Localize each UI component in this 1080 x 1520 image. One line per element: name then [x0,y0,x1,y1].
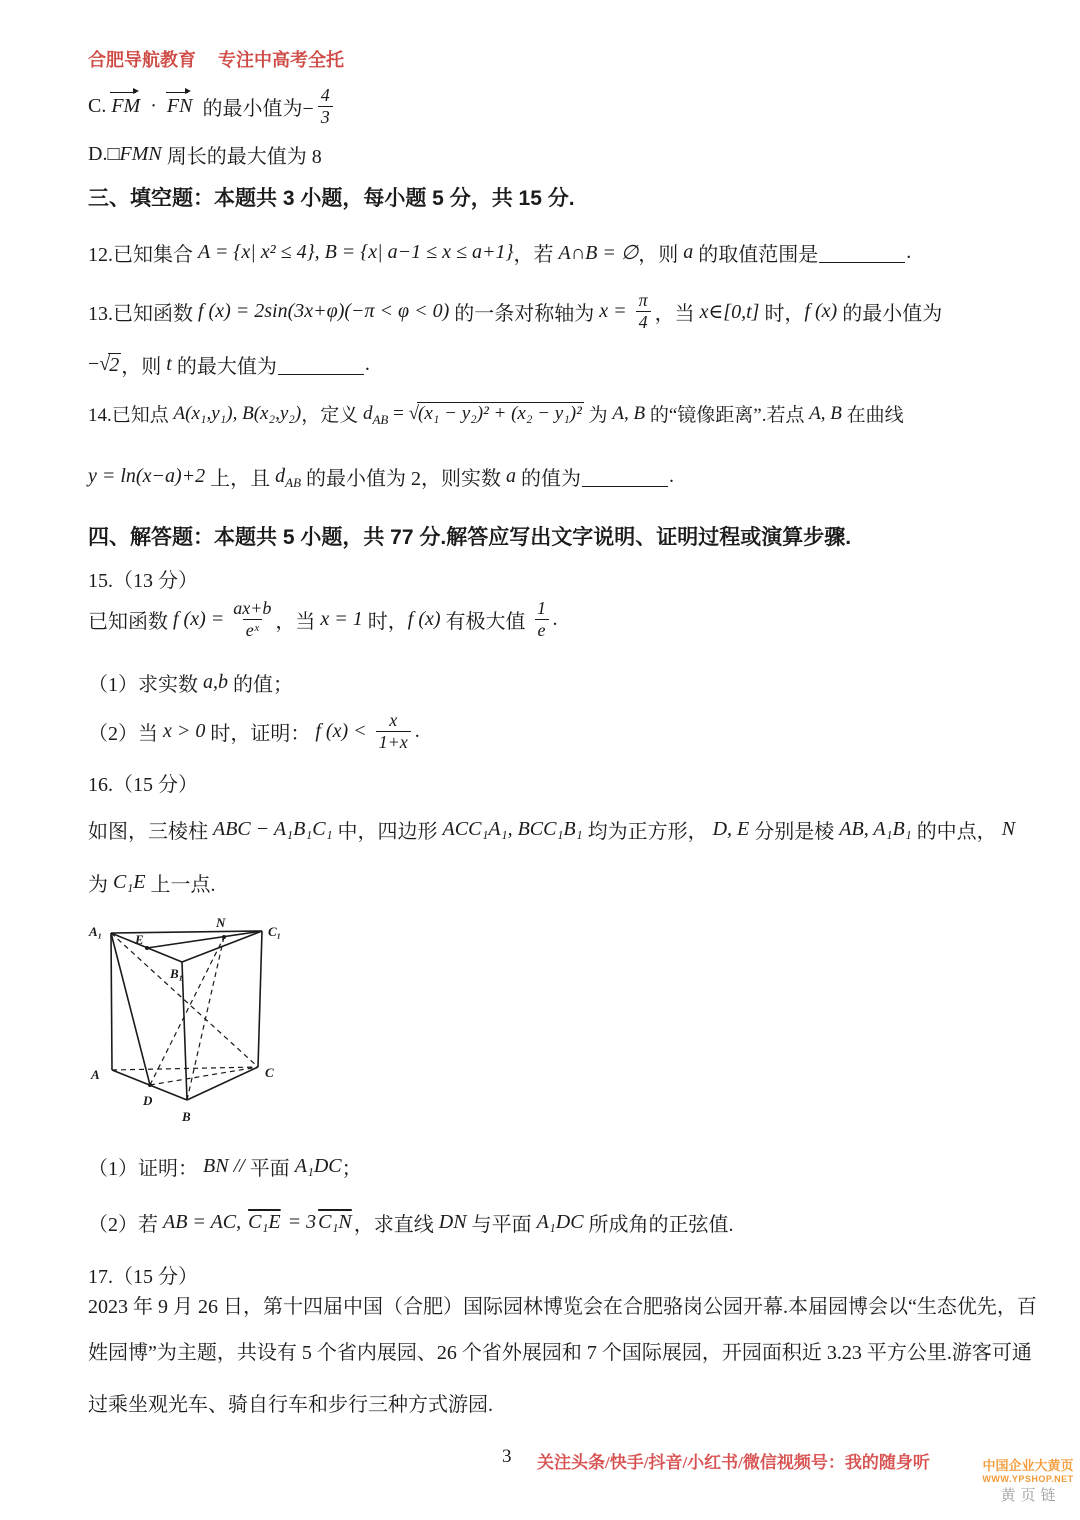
text-run: 分别是棱 [749,821,840,843]
math-run: ABC − A₁B₁C₁ [213,818,333,840]
radical-sign: −√ [88,353,111,375]
math-run: C₁E [113,871,146,893]
question-15-part-1 [88,668,293,697]
math-run: f (x) < [315,719,372,742]
dot-operator: · [145,94,162,117]
fraction-4-3: $\frac{4}{3}$ [318,85,333,127]
math-run: A∩B = ∅ [558,242,639,264]
text-run: . [906,241,912,263]
math-run: f (x) = 2sin(3x+φ)(−π < φ < 0) [198,299,450,322]
question-13-line-2 [88,350,370,379]
text-run: 的取值范围是 [693,244,819,266]
radicand: 2 [109,353,120,376]
math-run: A(x₁,y₁), B(x₂,y₂) [173,402,302,424]
option-c-text: 的最小值为− [197,97,314,120]
brand-slogan: 专注中高考全托 [218,50,344,70]
math-run: D, E [712,818,750,840]
text-run: ，若 [513,244,559,266]
text-run: （2）当 [88,722,163,745]
text-run: 为 [583,405,613,426]
prism-solid-edges [111,931,262,1100]
text-run: 时， [362,610,408,633]
text-run: 的中点， [911,821,1002,843]
text-run: 与平面 [466,1214,537,1236]
fraction-pi-4: $\frac{\pi}{4}$ [636,290,651,332]
math-run: DN [438,1211,467,1233]
question-17-head: 17.（15 分） [88,1266,198,1288]
watermark-brand: 黄页链 [1000,1486,1061,1504]
math-run: AB = AC, [163,1211,247,1233]
vector-fm: FM [111,94,141,117]
question-15-formula [88,598,558,640]
text-run: 如图，三棱柱 [88,821,213,843]
text-run: 的最大值为 [171,356,277,378]
vertex-label-b1: B₁ [170,966,184,981]
text-run: ，当 [654,302,700,325]
answer-blank [278,354,364,375]
subscript: AB [285,474,302,490]
question-16-line-1 [88,815,1015,844]
math-run: x > 0 [163,719,206,742]
text-run: 上一点. [145,874,216,896]
math-run: x = [599,299,632,322]
text-run: 的一条对称轴为 [449,302,600,325]
page-number: 3 [502,1446,512,1467]
fraction-1-e: $\frac{1}{e}$ [535,598,549,640]
question-14-line-2 [88,462,674,491]
question-16-head: 16.（15 分） [88,774,198,796]
text-run: . [414,719,420,742]
question-17-line-3: 过乘坐观光车、骑自行车和步行三种方式游园. [88,1394,493,1416]
text-run: 13.已知函数 [88,302,198,325]
math-run: x∈[0,t] [699,300,760,323]
answer-blank [582,466,668,487]
question-15-part-2 [88,710,420,752]
question-17-line-2: 姓园博”为主题，共设有 5 个省内展园、26 个省外展园和 7 个国际展园，开园面积近 3.23 平方公里.游客可通 [88,1342,1032,1364]
text-run: 上，且 [205,468,276,490]
vertex-label-c: C [265,1065,274,1080]
section-answer-title: 四、解答题：本题共 5 小题，共 77 分.解答应写出文字说明、证明过程或演算步骤. [88,526,852,549]
math-run: A, B [612,402,646,424]
option-d [88,140,322,169]
vertex-label-e: E [135,932,144,947]
math-run: FMN [119,143,162,165]
question-16-line-2 [88,868,216,897]
math-run: A = {x| x² ≤ 4}, B = {x| a−1 ≤ x ≤ a+1} [198,241,514,263]
math-run: A₁DC [536,1211,584,1233]
math-run: f (x) = [173,607,230,630]
math-run: f (x) [804,299,838,322]
footer-promo-text: 关注头条/快手/抖音/小红书/微信视频号：我的随身听 [537,1453,930,1472]
math-run: f (x) [407,607,441,630]
math-run: d [362,402,373,424]
watermark-title: 中国企业大黄页 [982,1458,1074,1473]
text-run: . [364,353,370,375]
vertex-label-d: D [143,1093,153,1108]
watermark [978,1458,1078,1505]
question-16-part-2 [88,1208,734,1237]
math-run: N [1001,818,1016,840]
text-run: 12.已知集合 [88,244,198,266]
text-run: ，当 [275,610,321,633]
text-run: （1）证明： [88,1158,203,1180]
text-run: （2）若 [88,1214,163,1236]
text-run: 已知函数 [88,610,173,633]
math-run: AB, A₁B₁ [839,818,912,840]
text-run: 的值； [228,674,293,696]
math-run: t [166,353,172,375]
option-d-text: 周长的最大值为 8 [161,146,322,168]
text-run: 的最小值为 [837,302,943,325]
text-run: ，求直线 [353,1214,439,1236]
option-c [88,85,337,127]
text-run: 的最小值为 2，则实数 [301,468,507,490]
math-run: a [506,465,517,487]
text-run: 所成角的正弦值. [583,1214,734,1236]
question-12 [88,238,911,267]
text-run: 在曲线 [841,405,904,426]
text-run: 均为正方形， [582,821,713,843]
fraction-axb-ex: $\frac{ax+b}{\text{eˣ}}$ [233,598,272,640]
radical-sign: = √ [388,402,420,424]
vertex-label-a: A [91,1067,100,1082]
text-run: 14.已知点 [88,405,174,426]
math-run: A₁DC [294,1155,342,1177]
math-run: BN [203,1155,229,1177]
subscript: AB [372,411,389,427]
text-run: ，则 [121,356,167,378]
option-c-label: C. [88,94,107,117]
text-run: 的“镜像距离”.若点 [645,405,810,426]
fraction-x-1x: $\frac{x}{1+x}$ [376,710,411,752]
vertex-label-b: B [182,1109,191,1124]
question-13-line-1 [88,290,942,332]
math-run: A, B [809,402,842,424]
prism-figure [85,912,290,1130]
text-run: . [552,607,558,630]
math-run: a [683,241,694,263]
text-run: 中，四边形 [332,821,443,843]
math-run: a,b [203,671,228,693]
math-run: d [275,465,286,487]
text-run: ，则 [638,244,684,266]
math-run: x = 1 [320,607,363,630]
text-run: 平面 [249,1158,295,1180]
vertex-label-c1: C₁ [268,924,282,939]
text-run: ； [341,1158,362,1180]
question-14-line-1 [88,400,904,427]
vector-c1e: C₁E [248,1211,281,1233]
text-run: 为 [88,874,113,896]
math-run: = 3 [282,1211,317,1233]
question-16-part-1 [88,1152,362,1181]
radicand: (x₁ − y₂)² + (x₂ − y₁)² [418,403,582,424]
text-run: . [669,465,675,487]
option-d-label: D.□ [88,143,120,165]
section-fill-in-title: 三、填空题：本题共 3 小题，每小题 5 分，共 15 分. [88,187,575,210]
text-run: ，定义 [301,405,363,426]
question-17-line-1: 2023 年 9 月 26 日，第十四届中国（合肥）国际园林博览会在合肥骆岗公园开幕.本届园博会以“生态优先，百 [88,1296,1037,1318]
text-run: （1）求实数 [88,674,203,696]
watermark-url: WWW.YPSHOP.NET [982,1474,1074,1485]
math-run: y = ln(x−a)+2 [88,465,206,487]
vector-c1n: C₁N [318,1211,352,1233]
brand-school: 合肥导航教育 [88,50,196,70]
answer-blank [819,242,905,263]
vertex-label-n: N [216,915,226,930]
vertex-label-a1: A₁ [89,924,103,939]
vector-fn: FN [166,94,193,117]
text-run: 时，证明： [205,722,316,745]
math-run: ACC₁A₁, BCC₁B₁ [442,818,583,840]
text-run: 时， [759,302,805,325]
text-run: 的值为 [516,468,582,490]
parallel-sign: // [228,1155,250,1177]
question-15-head: 15.（13 分） [88,570,198,592]
text-run: 有极大值 [440,610,531,633]
